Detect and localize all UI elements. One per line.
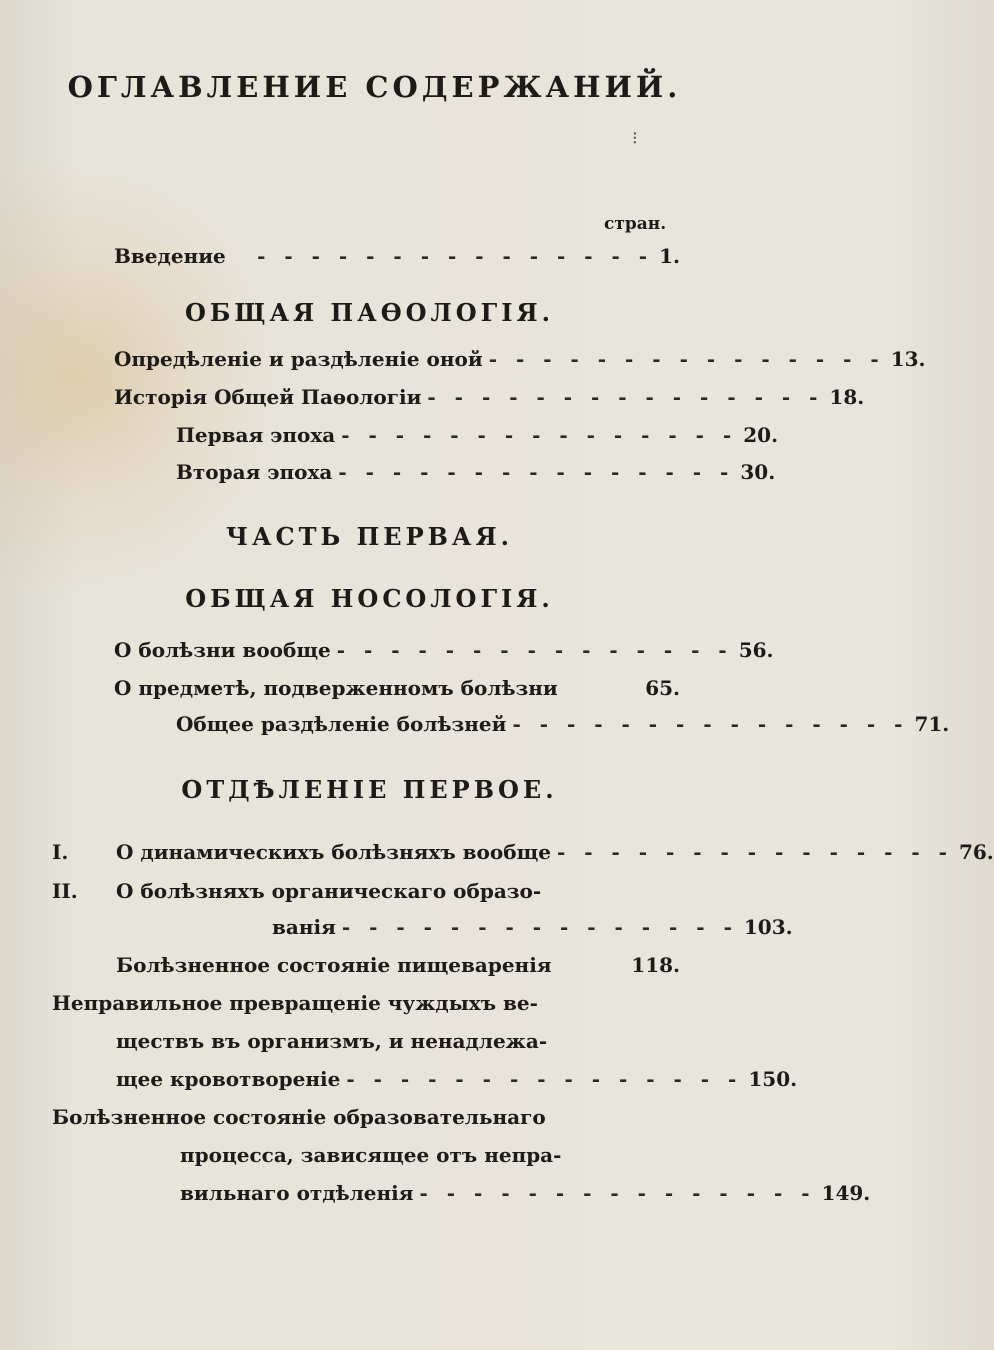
toc-entry	[116, 953, 680, 977]
toc-entry-label: О предметѣ, подверженномъ болѣзни	[114, 676, 558, 700]
toc-entry-label: Опредѣленіе и раздѣленіе оной	[114, 347, 483, 371]
toc-entry-introduction	[114, 244, 680, 268]
leader-dashes: - - - - - - - - - - - - - - -	[346, 1067, 743, 1091]
page-column-header: стран.	[604, 214, 667, 234]
section-heading-general-nosology: ОБЩАЯ НОСОЛОГІЯ.	[185, 584, 554, 613]
section-heading-general-pathology: ОБЩАЯ ПАӨОЛОГІЯ.	[185, 298, 554, 327]
toc-entry-label: Болѣзненное состояніе пищеваренія	[116, 953, 552, 977]
toc-entry-label: Общее раздѣленіе болѣзней	[176, 712, 507, 736]
toc-entry-label: Болѣзненное состояніе образовательнаго	[52, 1105, 546, 1129]
toc-entry	[114, 638, 774, 662]
toc-entry-label: Исторія Общей Паѳологіи	[114, 385, 422, 409]
toc-entry-label: Неправильное превращеніе чуждыхъ ве-	[52, 991, 538, 1015]
toc-entry-page: 56.	[738, 638, 774, 662]
toc-entry-page: 20.	[743, 423, 779, 447]
toc-entry	[116, 1067, 798, 1091]
toc-entry-page: 65.	[645, 676, 680, 700]
toc-entry-label: О болѣзни вообще	[114, 638, 331, 662]
toc-entry-page: 76.	[958, 840, 994, 864]
toc-entry-page: 149.	[821, 1181, 871, 1205]
toc-entry	[272, 915, 793, 939]
leader-dashes: - - - - - - - - - - - - - - -	[338, 460, 735, 484]
toc-entry-label: О динамическихъ болѣзняхъ вообще	[116, 840, 551, 864]
toc-entry-page: 71.	[914, 712, 950, 736]
part-heading: ЧАСТЬ ПЕРВАЯ.	[226, 522, 513, 551]
toc-entry	[180, 1181, 871, 1205]
leader-dashes: - - - - - - - - - - - - - - -	[419, 1181, 816, 1205]
roman-numeral: II.	[52, 879, 78, 903]
leader-dashes: - - - - - - - - - - - - - - -	[427, 385, 824, 409]
toc-entry	[116, 840, 994, 864]
toc-entry-label: О болѣзняхъ органическаго образо-	[116, 879, 542, 903]
toc-entry-label: ванія	[272, 915, 336, 939]
toc-entry-page: 103.	[743, 915, 793, 939]
toc-entry	[176, 423, 779, 447]
roman-numeral: I.	[52, 840, 69, 864]
department-heading: ОТДѢЛЕНІЕ ПЕРВОЕ.	[181, 775, 558, 804]
toc-entry	[176, 460, 776, 484]
toc-entry	[176, 712, 950, 736]
toc-entry-label: Первая эпоха	[176, 423, 336, 447]
leader-dashes: - - - - - - - - - - - - - - -	[341, 423, 738, 447]
leader-dashes: - - - - - - - - - - - - - - -	[341, 915, 738, 939]
toc-entry-page: 30.	[740, 460, 776, 484]
ink-speck: ⁝	[632, 128, 638, 149]
toc-entry-label: ществъ въ организмъ, и ненадлежа-	[116, 1029, 548, 1053]
leader-dashes: - - - - - - - - - - - - - - -	[336, 638, 733, 662]
leader-dashes: - - - - - - - - - - - - - - -	[556, 840, 953, 864]
toc-entry-label: Вторая эпоха	[176, 460, 333, 484]
toc-entry-page: 1.	[659, 244, 680, 268]
toc-entry-label: вильнаго отдѣленія	[180, 1181, 414, 1205]
toc-entry-label: щее кровотвореніе	[116, 1067, 341, 1091]
leader-dashes: - - - - - - - - - - - - - - -	[512, 712, 909, 736]
toc-entry	[114, 385, 865, 409]
toc-entry-label: Введение	[114, 244, 226, 268]
leader-dashes: - - - - - - - - - - - - - - -	[257, 244, 654, 268]
toc-entry	[114, 676, 680, 700]
toc-entry-page: 118.	[631, 953, 680, 977]
toc-entry-page: 13.	[890, 347, 926, 371]
toc-entry-page: 18.	[829, 385, 865, 409]
toc-entry	[114, 347, 926, 371]
page-title: ОГЛАВЛЕНИЕ СОДЕРЖАНИЙ.	[67, 70, 682, 104]
leader-dashes: - - - - - - - - - - - - - - -	[488, 347, 885, 371]
toc-entry-label: процесса, зависящее отъ непра-	[180, 1143, 562, 1167]
toc-entry-page: 150.	[748, 1067, 798, 1091]
